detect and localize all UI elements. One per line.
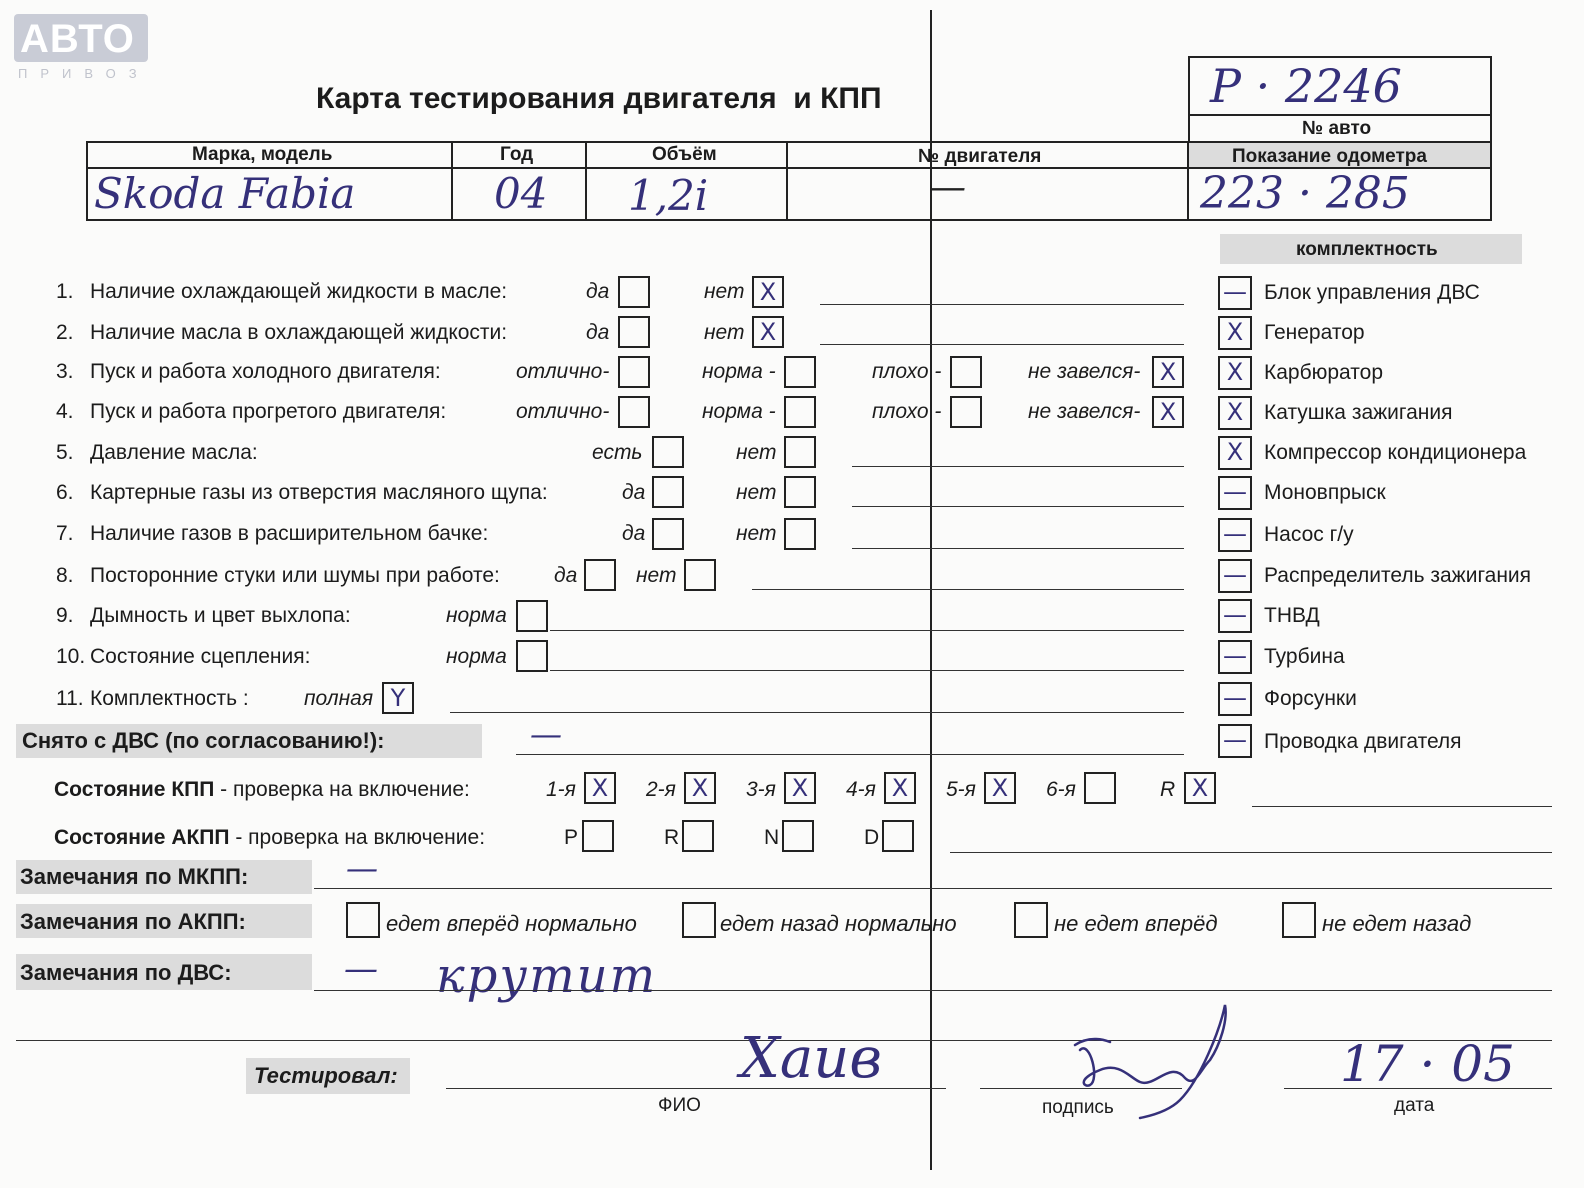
mode-label: R — [664, 826, 680, 849]
note-line — [550, 670, 1184, 671]
item-label: Наличие охлаждающей жидкости в масле: — [90, 280, 508, 303]
value-brand: Skoda Fabia — [94, 169, 356, 218]
completeness-checkbox[interactable] — [1218, 396, 1252, 430]
logo — [14, 14, 150, 84]
note-line — [852, 466, 1184, 467]
mode-checkbox[interactable] — [682, 820, 714, 852]
check-mark: X — [991, 774, 1009, 802]
item-label: Давление масла: — [90, 441, 258, 464]
kpp-label-rest: - проверка на включение: — [214, 778, 470, 801]
item-label: Пуск и работа холодного двигателя: — [90, 360, 441, 383]
gear-checkbox[interactable] — [1084, 772, 1116, 804]
checkbox[interactable] — [1152, 396, 1184, 428]
option-label: не завелся- — [1028, 400, 1141, 423]
gear-label: 2-я — [646, 778, 676, 801]
check-mark: — — [1223, 601, 1247, 629]
gear-checkbox[interactable] — [584, 772, 616, 804]
note-line — [550, 630, 1184, 631]
option-label: отлично- — [516, 400, 610, 423]
completeness-item: Форсунки — [1264, 687, 1357, 710]
note-line — [852, 548, 1184, 549]
gear-checkbox[interactable] — [684, 772, 716, 804]
mkpp-remarks-label: Замечания по МКПП: — [20, 864, 249, 889]
item-label: Наличие масла в охлаждающей жидкости: — [90, 321, 508, 344]
completeness-checkbox[interactable] — [1218, 559, 1252, 593]
checkbox[interactable] — [684, 559, 716, 591]
akpp-remark-checkbox[interactable] — [1014, 902, 1048, 938]
gear-label: 4-я — [846, 778, 876, 801]
dvs-remarks-value: крутит — [436, 948, 658, 1004]
note-line — [752, 589, 1184, 590]
checkbox[interactable] — [516, 600, 548, 632]
note-line — [852, 506, 1184, 507]
gear-label: 3-я — [746, 778, 776, 801]
option-label: полная — [304, 687, 374, 710]
completeness-item: Генератор — [1264, 321, 1365, 344]
completeness-item: Проводка двигателя — [1264, 730, 1462, 753]
checkbox[interactable] — [784, 476, 816, 508]
option-label: нет — [736, 441, 777, 464]
date-caption: дата — [1394, 1095, 1435, 1116]
car-number-value: P · 2246 — [1210, 59, 1402, 113]
completeness-item: Моновпрыск — [1264, 481, 1386, 504]
akpp-remarks-label: Замечания по АКПП: — [20, 909, 246, 934]
gear-checkbox[interactable] — [984, 772, 1016, 804]
checkbox[interactable] — [950, 356, 982, 388]
akpp-remark-checkbox[interactable] — [346, 902, 380, 938]
option-label: да — [586, 321, 610, 344]
mode-checkbox[interactable] — [582, 820, 614, 852]
gear-label: 1-я — [546, 778, 576, 801]
akpp-label-bold: Состояние АКПП — [54, 826, 230, 849]
akpp-label — [54, 826, 485, 850]
removed-value: — — [530, 715, 562, 753]
check-mark: — — [1223, 561, 1247, 589]
checkbox[interactable] — [652, 476, 684, 508]
check-mark: X — [759, 318, 777, 346]
option-label: норма — [446, 645, 507, 668]
checkbox[interactable] — [584, 559, 616, 591]
completeness-checkbox[interactable] — [1218, 316, 1252, 350]
note-line — [950, 852, 1552, 853]
item-number: 8. — [56, 564, 74, 587]
completeness-item: ТНВД — [1264, 604, 1320, 627]
completeness-checkbox[interactable] — [1218, 356, 1252, 390]
completeness-item: Карбюратор — [1264, 361, 1384, 384]
item-label: Посторонние стуки или шумы при работе: — [90, 564, 500, 587]
header-brand: Марка, модель — [192, 144, 333, 165]
check-mark: X — [791, 774, 809, 802]
gear-checkbox[interactable] — [1184, 772, 1216, 804]
checkbox[interactable] — [382, 682, 414, 714]
check-mark: X — [1226, 398, 1244, 426]
header-odometer: Показание одометра — [1232, 146, 1427, 167]
check-mark: — — [1223, 520, 1247, 548]
kpp-label-bold: Состояние КПП — [54, 778, 215, 801]
item-number: 9. — [56, 604, 74, 627]
note-line — [314, 888, 1552, 889]
checkbox[interactable] — [950, 396, 982, 428]
check-mark: X — [1226, 438, 1244, 466]
checkbox[interactable] — [784, 356, 816, 388]
tested-label: Тестировал: — [254, 1063, 398, 1088]
check-mark: X — [1159, 398, 1177, 426]
akpp-remark-option: не едет вперёд — [1054, 911, 1218, 936]
completeness-item: Насос г/у — [1264, 523, 1354, 546]
signature-caption: подпись — [1042, 1097, 1114, 1118]
note-line — [820, 344, 1184, 345]
checkbox[interactable] — [652, 518, 684, 550]
check-mark: X — [1191, 774, 1209, 802]
checkbox[interactable] — [618, 356, 650, 388]
check-mark: Y — [390, 684, 406, 712]
item-number: 3. — [56, 360, 74, 383]
option-label: да — [554, 564, 578, 587]
checkbox[interactable] — [618, 396, 650, 428]
check-mark: X — [1226, 318, 1244, 346]
option-label: плохо - — [872, 360, 942, 383]
car-number-label: № авто — [1302, 118, 1372, 139]
item-number: 5. — [56, 441, 74, 464]
vehicle-table-col — [786, 141, 788, 221]
checkbox[interactable] — [752, 316, 784, 348]
akpp-remark-checkbox[interactable] — [1282, 902, 1316, 938]
logo-sub-text: ПРИВОЗ — [18, 66, 150, 81]
akpp-remark-checkbox[interactable] — [682, 902, 716, 938]
check-mark: X — [691, 774, 709, 802]
name-caption: ФИО — [658, 1095, 701, 1116]
note-line — [1252, 806, 1552, 807]
option-label: нет — [736, 481, 777, 504]
akpp-remark-option: едет вперёд нормально — [386, 911, 637, 936]
note-line — [450, 712, 1184, 713]
completeness-item: Турбина — [1264, 645, 1345, 668]
option-label: плохо - — [872, 400, 942, 423]
note-line — [314, 990, 1552, 991]
item-label: Картерные газы из отверстия масляного щупа: — [90, 481, 548, 504]
checkbox[interactable] — [652, 436, 684, 468]
completeness-checkbox[interactable] — [1218, 682, 1252, 716]
completeness-checkbox[interactable] — [1218, 518, 1252, 552]
item-number: 11. — [56, 687, 84, 710]
logo-main-text: АВТО — [20, 17, 135, 61]
completeness-checkbox[interactable] — [1218, 276, 1252, 310]
checkbox[interactable] — [516, 640, 548, 672]
checkbox[interactable] — [1152, 356, 1184, 388]
option-label: есть — [592, 441, 643, 464]
item-label: Дымность и цвет выхлопа: — [90, 604, 351, 627]
check-mark: X — [891, 774, 909, 802]
item-number: 10. — [56, 645, 86, 668]
value-odometer: 223 · 285 — [1200, 168, 1410, 219]
item-label: Пуск и работа прогретого двигателя: — [90, 400, 447, 423]
gear-checkbox[interactable] — [884, 772, 916, 804]
checkbox[interactable] — [752, 276, 784, 308]
gear-label: 6-я — [1046, 778, 1076, 801]
dvs-remarks-dash: — — [344, 949, 378, 989]
gear-checkbox[interactable] — [784, 772, 816, 804]
gear-label: 5-я — [946, 778, 976, 801]
note-line — [516, 754, 1184, 755]
checkbox[interactable] — [618, 276, 650, 308]
item-label: Наличие газов в расширительном бачке: — [90, 522, 489, 545]
note-line — [820, 304, 1184, 305]
header-engine-no: № двигателя — [918, 146, 1042, 167]
option-label: норма - — [702, 360, 776, 383]
item-number: 6. — [56, 481, 74, 504]
item-label: Состояние сцепления: — [90, 645, 311, 668]
page-title: Карта тестирования двигателя и КПП — [316, 82, 882, 115]
completeness-checkbox[interactable] — [1218, 476, 1252, 510]
check-mark: X — [1159, 358, 1177, 386]
completeness-item: Блок управления ДВС — [1264, 281, 1480, 304]
option-label: норма — [446, 604, 507, 627]
item-label: Комплектность : — [90, 687, 249, 710]
checkbox[interactable] — [784, 396, 816, 428]
check-mark: — — [1223, 684, 1247, 712]
value-volume: 1,2i — [628, 171, 709, 220]
mode-label: P — [564, 826, 579, 849]
check-mark: — — [1223, 278, 1247, 306]
completeness-checkbox[interactable] — [1218, 599, 1252, 633]
completeness-item: Распределитель зажигания — [1264, 564, 1532, 587]
checkbox[interactable] — [618, 316, 650, 348]
option-label: нет — [704, 280, 745, 303]
header-year: Год — [500, 144, 534, 165]
option-label: да — [622, 522, 646, 545]
option-label: нет — [636, 564, 677, 587]
value-year: 04 — [494, 169, 548, 218]
completeness-checkbox[interactable] — [1218, 724, 1252, 758]
option-label: не завелся- — [1028, 360, 1141, 383]
vehicle-table-col — [585, 141, 587, 221]
mode-checkbox[interactable] — [782, 820, 814, 852]
date-value: 17 · 05 — [1340, 1035, 1515, 1093]
dvs-remarks-label: Замечания по ДВС: — [20, 960, 232, 985]
mode-label: D — [864, 826, 880, 849]
check-mark: X — [759, 278, 777, 306]
akpp-remark-option: едет назад нормально — [720, 911, 957, 936]
option-label: да — [622, 481, 646, 504]
option-label: нет — [736, 522, 777, 545]
completeness-checkbox[interactable] — [1218, 640, 1252, 674]
mode-checkbox[interactable] — [882, 820, 914, 852]
item-number: 7. — [56, 522, 74, 545]
item-number: 1. — [56, 280, 74, 303]
option-label: нет — [704, 321, 745, 344]
mode-label: N — [764, 826, 780, 849]
akpp-remark-option: не едет назад — [1322, 911, 1472, 936]
tester-name: Хаив — [740, 1026, 882, 1091]
option-label: да — [586, 280, 610, 303]
check-mark: X — [1226, 358, 1244, 386]
removed-label: Снято с ДВС (по согласованию!): — [22, 728, 385, 753]
header-volume: Объём — [652, 144, 717, 165]
gear-label: R — [1160, 778, 1176, 801]
akpp-label-rest: - проверка на включение: — [229, 826, 486, 849]
mkpp-remarks-value: — — [346, 849, 378, 887]
check-mark: X — [591, 774, 609, 802]
value-engine-no: — — [930, 167, 966, 208]
check-mark: — — [1223, 726, 1247, 754]
check-mark: — — [1223, 642, 1247, 670]
option-label: норма - — [702, 400, 776, 423]
vehicle-table-col — [451, 141, 453, 221]
kpp-label — [54, 778, 470, 802]
completeness-header: комплектность — [1296, 239, 1438, 260]
completeness-item: Компрессор кондиционера — [1264, 441, 1527, 464]
checkbox[interactable] — [784, 436, 816, 468]
completeness-checkbox[interactable] — [1218, 436, 1252, 470]
item-number: 2. — [56, 321, 74, 344]
completeness-item: Катушка зажигания — [1264, 401, 1453, 424]
option-label: отлично- — [516, 360, 610, 383]
checkbox[interactable] — [784, 518, 816, 550]
item-number: 4. — [56, 400, 74, 423]
check-mark: — — [1223, 478, 1247, 506]
